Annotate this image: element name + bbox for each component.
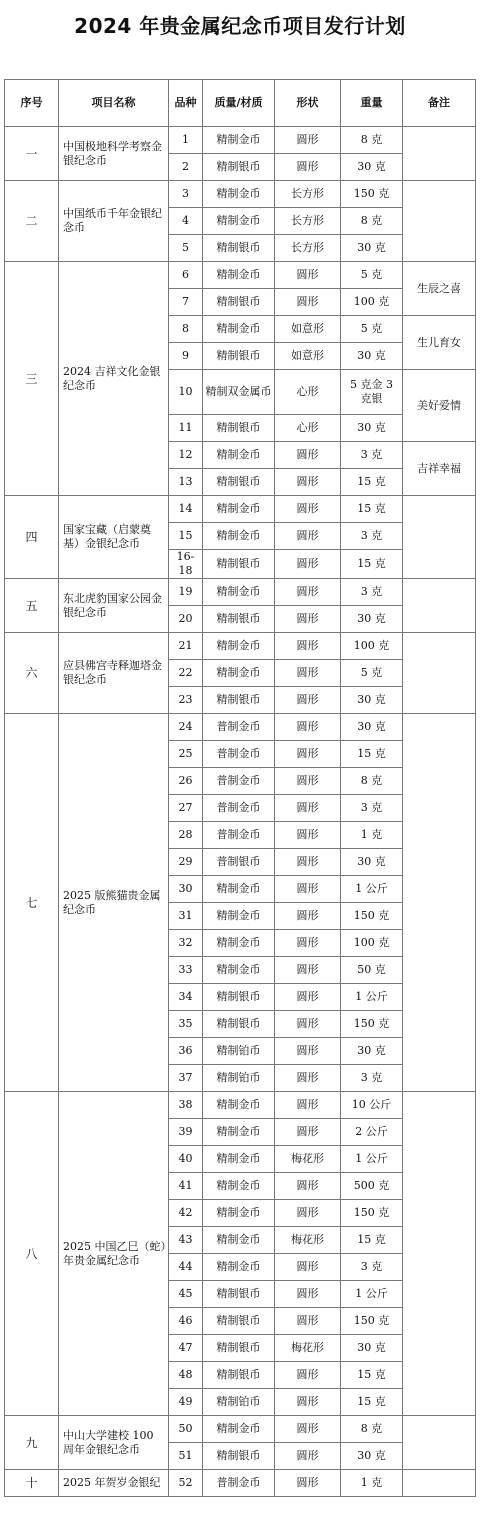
material-cell: 精制银币 — [203, 687, 275, 714]
material-cell: 精制金币 — [203, 127, 275, 154]
variety-cell: 34 — [169, 984, 203, 1011]
weight-cell: 50 克 — [341, 957, 403, 984]
shape-cell: 圆形 — [275, 1173, 341, 1200]
weight-cell: 8 克 — [341, 1416, 403, 1443]
shape-cell: 心形 — [275, 370, 341, 415]
material-cell: 精制金币 — [203, 633, 275, 660]
shape-cell: 梅花形 — [275, 1227, 341, 1254]
weight-cell: 1 克 — [341, 1470, 403, 1497]
shape-cell: 圆形 — [275, 523, 341, 550]
note-cell — [403, 181, 476, 262]
material-cell: 精制金币 — [203, 316, 275, 343]
variety-cell: 7 — [169, 289, 203, 316]
project-name-cell: 应县佛宫寺释迦塔金银纪念币 — [59, 633, 169, 714]
table-row — [5, 714, 476, 741]
material-cell: 精制金币 — [203, 930, 275, 957]
project-name-cell: 2025 中国乙巳（蛇）年贵金属纪念币 — [59, 1092, 169, 1416]
shape-cell: 圆形 — [275, 442, 341, 469]
weight-cell: 30 克 — [341, 1335, 403, 1362]
shape-cell: 圆形 — [275, 469, 341, 496]
table-row — [5, 1416, 476, 1443]
variety-cell: 2 — [169, 154, 203, 181]
weight-cell: 1 克 — [341, 822, 403, 849]
weight-cell: 1 公斤 — [341, 876, 403, 903]
variety-cell: 31 — [169, 903, 203, 930]
shape-cell: 圆形 — [275, 741, 341, 768]
variety-cell: 22 — [169, 660, 203, 687]
variety-cell: 37 — [169, 1065, 203, 1092]
weight-cell: 10 公斤 — [341, 1092, 403, 1119]
weight-cell: 2 公斤 — [341, 1119, 403, 1146]
header-cell-notes: 备注 — [403, 80, 476, 127]
weight-cell: 100 克 — [341, 633, 403, 660]
variety-cell: 50 — [169, 1416, 203, 1443]
material-cell: 精制银币 — [203, 984, 275, 1011]
shape-cell: 圆形 — [275, 1308, 341, 1335]
weight-cell: 3 克 — [341, 1254, 403, 1281]
material-cell: 精制金币 — [203, 660, 275, 687]
shape-cell: 圆形 — [275, 127, 341, 154]
variety-cell: 20 — [169, 606, 203, 633]
weight-cell: 1 公斤 — [341, 1146, 403, 1173]
material-cell: 精制银币 — [203, 1335, 275, 1362]
variety-cell: 35 — [169, 1011, 203, 1038]
shape-cell: 圆形 — [275, 1200, 341, 1227]
shape-cell: 长方形 — [275, 208, 341, 235]
material-cell: 精制金币 — [203, 1092, 275, 1119]
variety-cell: 8 — [169, 316, 203, 343]
table-row — [5, 633, 476, 660]
weight-cell: 30 克 — [341, 343, 403, 370]
project-name-cell: 中国极地科学考察金银纪念币 — [59, 127, 169, 181]
note-cell: 生儿育女 — [403, 316, 476, 370]
group-number-cell: 六 — [5, 633, 59, 714]
group-number-cell: 九 — [5, 1416, 59, 1470]
shape-cell: 圆形 — [275, 606, 341, 633]
header-cell-name: 项目名称 — [59, 80, 169, 127]
shape-cell: 圆形 — [275, 1065, 341, 1092]
table-row — [5, 127, 476, 154]
variety-cell: 42 — [169, 1200, 203, 1227]
material-cell: 精制金币 — [203, 903, 275, 930]
material-cell: 精制金币 — [203, 1254, 275, 1281]
material-cell: 精制金币 — [203, 1227, 275, 1254]
variety-cell: 41 — [169, 1173, 203, 1200]
project-name-cell: 中国纸币千年金银纪念币 — [59, 181, 169, 262]
shape-cell: 圆形 — [275, 849, 341, 876]
weight-cell: 1 公斤 — [341, 984, 403, 1011]
material-cell: 精制银币 — [203, 235, 275, 262]
shape-cell: 圆形 — [275, 903, 341, 930]
group-number-cell: 四 — [5, 496, 59, 579]
shape-cell: 圆形 — [275, 289, 341, 316]
weight-cell: 15 克 — [341, 550, 403, 579]
weight-cell: 500 克 — [341, 1173, 403, 1200]
header-cell-material: 质量/材质 — [203, 80, 275, 127]
variety-cell: 4 — [169, 208, 203, 235]
shape-cell: 圆形 — [275, 876, 341, 903]
issuance-plan-table — [4, 79, 476, 1497]
shape-cell: 长方形 — [275, 235, 341, 262]
project-name-cell: 国家宝藏（启蒙奠基）金银纪念币 — [59, 496, 169, 579]
material-cell: 精制银币 — [203, 550, 275, 579]
material-cell: 普制金币 — [203, 795, 275, 822]
weight-cell: 1 公斤 — [341, 1281, 403, 1308]
shape-cell: 圆形 — [275, 1119, 341, 1146]
shape-cell: 心形 — [275, 415, 341, 442]
variety-cell: 40 — [169, 1146, 203, 1173]
table-row — [5, 262, 476, 289]
group-number-cell: 八 — [5, 1092, 59, 1416]
weight-cell: 150 克 — [341, 1200, 403, 1227]
variety-cell: 27 — [169, 795, 203, 822]
variety-cell: 43 — [169, 1227, 203, 1254]
weight-cell: 150 克 — [341, 903, 403, 930]
weight-cell: 150 克 — [341, 1011, 403, 1038]
material-cell: 精制铂币 — [203, 1038, 275, 1065]
shape-cell: 圆形 — [275, 633, 341, 660]
weight-cell: 3 克 — [341, 1065, 403, 1092]
weight-cell: 30 克 — [341, 235, 403, 262]
shape-cell: 圆形 — [275, 660, 341, 687]
weight-cell: 15 克 — [341, 1362, 403, 1389]
material-cell: 精制银币 — [203, 1308, 275, 1335]
shape-cell: 梅花形 — [275, 1146, 341, 1173]
variety-cell: 48 — [169, 1362, 203, 1389]
project-name-cell: 2024 吉祥文化金银纪念币 — [59, 262, 169, 496]
variety-cell: 24 — [169, 714, 203, 741]
material-cell: 普制银币 — [203, 849, 275, 876]
material-cell: 精制金币 — [203, 442, 275, 469]
note-cell — [403, 496, 476, 579]
material-cell: 精制铂币 — [203, 1065, 275, 1092]
variety-cell: 32 — [169, 930, 203, 957]
variety-cell: 6 — [169, 262, 203, 289]
material-cell: 精制银币 — [203, 289, 275, 316]
weight-cell: 8 克 — [341, 208, 403, 235]
weight-cell: 30 克 — [341, 606, 403, 633]
header-cell-variety: 品种 — [169, 80, 203, 127]
material-cell: 精制金币 — [203, 1416, 275, 1443]
weight-cell: 150 克 — [341, 181, 403, 208]
shape-cell: 圆形 — [275, 1470, 341, 1497]
group-number-cell: 一 — [5, 127, 59, 181]
variety-cell: 38 — [169, 1092, 203, 1119]
header-row — [5, 80, 476, 127]
material-cell: 精制金币 — [203, 876, 275, 903]
material-cell: 普制金币 — [203, 1470, 275, 1497]
project-name-cell: 中山大学建校 100 周年金银纪念币 — [59, 1416, 169, 1470]
material-cell: 精制金币 — [203, 1119, 275, 1146]
weight-cell: 150 克 — [341, 1308, 403, 1335]
variety-cell: 36 — [169, 1038, 203, 1065]
variety-cell: 3 — [169, 181, 203, 208]
material-cell: 精制金币 — [203, 181, 275, 208]
variety-cell: 33 — [169, 957, 203, 984]
variety-cell: 29 — [169, 849, 203, 876]
weight-cell: 15 克 — [341, 1389, 403, 1416]
group-number-cell: 二 — [5, 181, 59, 262]
note-cell — [403, 1416, 476, 1470]
group-number-cell: 十 — [5, 1470, 59, 1497]
weight-cell: 8 克 — [341, 127, 403, 154]
note-cell — [403, 714, 476, 1092]
shape-cell: 圆形 — [275, 1011, 341, 1038]
weight-cell: 5 克 — [341, 262, 403, 289]
shape-cell: 圆形 — [275, 795, 341, 822]
shape-cell: 圆形 — [275, 714, 341, 741]
variety-cell: 9 — [169, 343, 203, 370]
table-body — [5, 127, 476, 1497]
variety-cell: 13 — [169, 469, 203, 496]
table-row — [5, 1092, 476, 1119]
project-name-cell: 东北虎豹国家公园金银纪念币 — [59, 579, 169, 633]
shape-cell: 圆形 — [275, 687, 341, 714]
note-cell — [403, 633, 476, 714]
shape-cell: 圆形 — [275, 262, 341, 289]
variety-cell: 1 — [169, 127, 203, 154]
variety-cell: 28 — [169, 822, 203, 849]
material-cell: 精制金币 — [203, 1146, 275, 1173]
header-cell-weight: 重量 — [341, 80, 403, 127]
note-cell: 吉祥幸福 — [403, 442, 476, 496]
variety-cell: 46 — [169, 1308, 203, 1335]
material-cell: 精制银币 — [203, 415, 275, 442]
weight-cell: 3 克 — [341, 442, 403, 469]
weight-cell: 3 克 — [341, 795, 403, 822]
material-cell: 精制铂币 — [203, 1389, 275, 1416]
material-cell: 精制金币 — [203, 1200, 275, 1227]
weight-cell: 100 克 — [341, 930, 403, 957]
weight-cell: 15 克 — [341, 741, 403, 768]
weight-cell: 5 克 — [341, 660, 403, 687]
variety-cell: 12 — [169, 442, 203, 469]
group-number-cell: 三 — [5, 262, 59, 496]
weight-cell: 5 克 — [341, 316, 403, 343]
variety-cell: 19 — [169, 579, 203, 606]
shape-cell: 如意形 — [275, 343, 341, 370]
shape-cell: 圆形 — [275, 768, 341, 795]
variety-cell: 49 — [169, 1389, 203, 1416]
variety-cell: 26 — [169, 768, 203, 795]
weight-cell: 30 克 — [341, 154, 403, 181]
variety-cell: 52 — [169, 1470, 203, 1497]
material-cell: 精制金币 — [203, 496, 275, 523]
table-row — [5, 579, 476, 606]
note-cell — [403, 1092, 476, 1416]
group-number-cell: 五 — [5, 579, 59, 633]
header-cell-shape: 形状 — [275, 80, 341, 127]
shape-cell: 圆形 — [275, 496, 341, 523]
page-title: 2024 年贵金属纪念币项目发行计划 — [74, 14, 406, 38]
variety-cell: 30 — [169, 876, 203, 903]
note-cell — [403, 127, 476, 181]
material-cell: 精制银币 — [203, 1443, 275, 1470]
note-cell: 生辰之喜 — [403, 262, 476, 316]
shape-cell: 圆形 — [275, 1254, 341, 1281]
project-name-cell: 2025 版熊猫贵金属纪念币 — [59, 714, 169, 1092]
material-cell: 精制金币 — [203, 957, 275, 984]
variety-cell: 5 — [169, 235, 203, 262]
project-name-cell: 2025 年贺岁金银纪 — [59, 1470, 169, 1497]
material-cell: 精制银币 — [203, 154, 275, 181]
shape-cell: 长方形 — [275, 181, 341, 208]
shape-cell: 圆形 — [275, 1092, 341, 1119]
variety-cell: 10 — [169, 370, 203, 415]
table-row — [5, 181, 476, 208]
weight-cell: 15 克 — [341, 1227, 403, 1254]
shape-cell: 圆形 — [275, 1416, 341, 1443]
material-cell: 精制银币 — [203, 1281, 275, 1308]
weight-cell: 30 克 — [341, 1038, 403, 1065]
group-number-cell: 七 — [5, 714, 59, 1092]
header-cell-index: 序号 — [5, 80, 59, 127]
shape-cell: 圆形 — [275, 579, 341, 606]
shape-cell: 圆形 — [275, 822, 341, 849]
shape-cell: 圆形 — [275, 1362, 341, 1389]
note-cell: 美好爱情 — [403, 370, 476, 442]
material-cell: 精制金币 — [203, 523, 275, 550]
material-cell: 普制金币 — [203, 714, 275, 741]
material-cell: 精制金币 — [203, 579, 275, 606]
weight-cell: 3 克 — [341, 579, 403, 606]
variety-cell: 44 — [169, 1254, 203, 1281]
weight-cell: 30 克 — [341, 415, 403, 442]
weight-cell: 30 克 — [341, 849, 403, 876]
variety-cell: 45 — [169, 1281, 203, 1308]
shape-cell: 圆形 — [275, 550, 341, 579]
weight-cell: 3 克 — [341, 523, 403, 550]
shape-cell: 圆形 — [275, 930, 341, 957]
weight-cell: 5 克金 3 克银 — [341, 370, 403, 415]
material-cell: 精制银币 — [203, 469, 275, 496]
weight-cell: 30 克 — [341, 1443, 403, 1470]
material-cell: 精制银币 — [203, 606, 275, 633]
shape-cell: 圆形 — [275, 957, 341, 984]
variety-cell: 23 — [169, 687, 203, 714]
material-cell: 普制金币 — [203, 768, 275, 795]
shape-cell: 圆形 — [275, 1038, 341, 1065]
material-cell: 普制金币 — [203, 741, 275, 768]
weight-cell: 15 克 — [341, 496, 403, 523]
weight-cell: 15 克 — [341, 469, 403, 496]
material-cell: 普制金币 — [203, 822, 275, 849]
weight-cell: 100 克 — [341, 289, 403, 316]
material-cell: 精制银币 — [203, 343, 275, 370]
material-cell: 精制银币 — [203, 1362, 275, 1389]
note-cell — [403, 1470, 476, 1497]
variety-cell: 15 — [169, 523, 203, 550]
variety-cell: 16-18 — [169, 550, 203, 579]
material-cell: 精制金币 — [203, 262, 275, 289]
material-cell: 精制金币 — [203, 1173, 275, 1200]
shape-cell: 如意形 — [275, 316, 341, 343]
material-cell: 精制金币 — [203, 208, 275, 235]
variety-cell: 25 — [169, 741, 203, 768]
weight-cell: 30 克 — [341, 687, 403, 714]
shape-cell: 梅花形 — [275, 1335, 341, 1362]
weight-cell: 8 克 — [341, 768, 403, 795]
material-cell: 精制双金属币 — [203, 370, 275, 415]
shape-cell: 圆形 — [275, 1389, 341, 1416]
shape-cell: 圆形 — [275, 1281, 341, 1308]
variety-cell: 21 — [169, 633, 203, 660]
variety-cell: 39 — [169, 1119, 203, 1146]
shape-cell: 圆形 — [275, 984, 341, 1011]
variety-cell: 47 — [169, 1335, 203, 1362]
weight-cell: 30 克 — [341, 714, 403, 741]
note-cell — [403, 579, 476, 633]
shape-cell: 圆形 — [275, 1443, 341, 1470]
variety-cell: 11 — [169, 415, 203, 442]
variety-cell: 14 — [169, 496, 203, 523]
shape-cell: 圆形 — [275, 154, 341, 181]
variety-cell: 51 — [169, 1443, 203, 1470]
table-row — [5, 496, 476, 523]
material-cell: 精制银币 — [203, 1011, 275, 1038]
table-row — [5, 1470, 476, 1497]
